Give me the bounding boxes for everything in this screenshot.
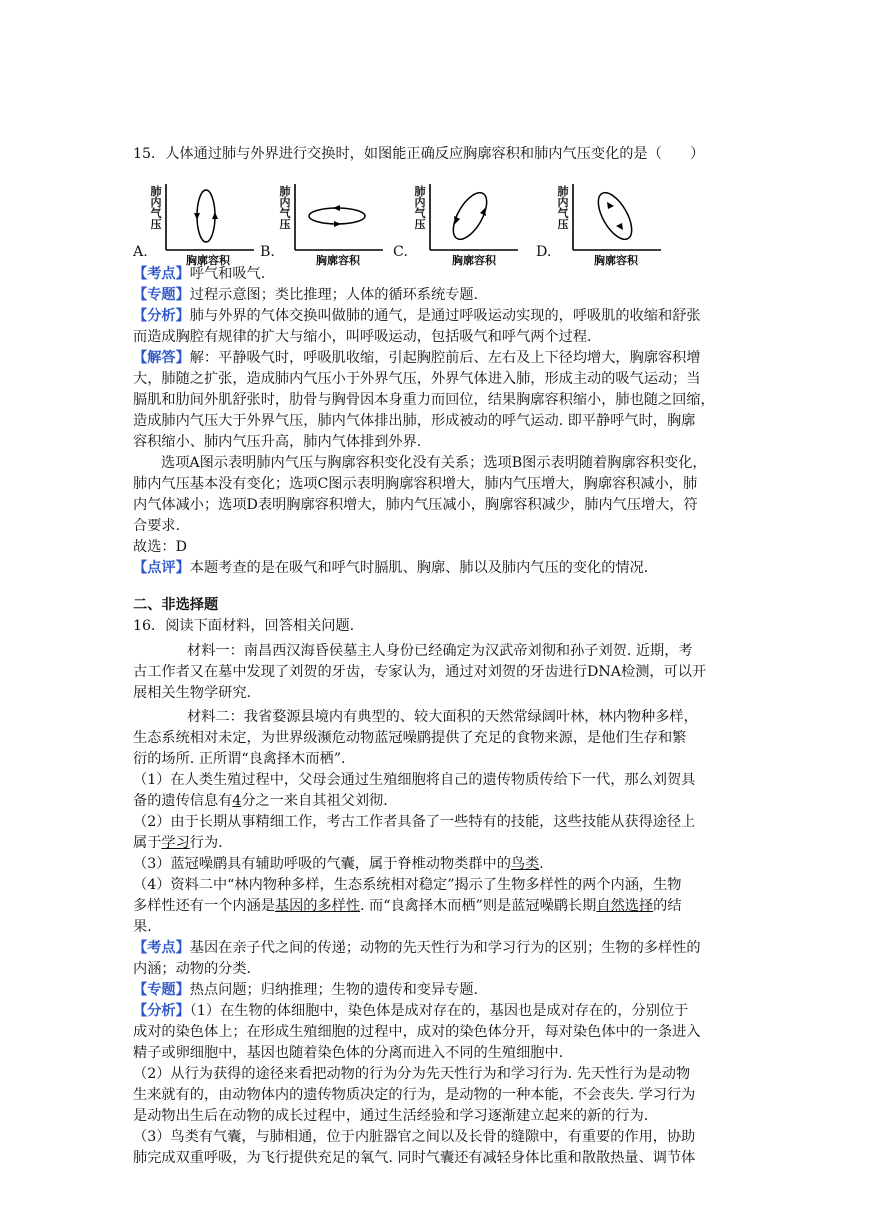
kaodian-text-1: 基因在亲子代之间的传递；动物的先天性行为和学习行为的区别；生物的多样性的	[189, 940, 701, 956]
zhuanti-text: 热点问题；归纳推理；生物的遗传和变异专题.	[189, 982, 479, 998]
fenxi-text-4: （2）从行为获得的途径来看把动物的行为分为先天性行为和学习行为. 先天性行为是动物	[133, 1066, 691, 1082]
answer-blank-5: 自然选择	[596, 898, 654, 914]
q15-fenxi-line	[133, 306, 743, 327]
option-c-label: C.	[393, 244, 408, 260]
kaodian-tag: 【考点】	[133, 266, 190, 282]
fenxi-text-8: 肺完成双重呼吸，为飞行提供充足的氧气. 同时气囊还有减轻身体比重和散散热量、调节体	[133, 1150, 696, 1166]
q16-fenxi-line	[133, 1001, 743, 1022]
jieda-tag: 【解答】	[133, 350, 190, 366]
option-b-label: B.	[260, 244, 275, 260]
answer-line: 故选：D	[133, 539, 187, 555]
text-span: . 而“良禽择木而栖”则是蓝冠噪鹛长期	[360, 898, 597, 914]
fenxi-text-2: 而造成胸腔有规律的扩大与缩小，叫呼吸运动，包括吸气和呼气两个过程.	[133, 329, 592, 345]
answer-blank-1: 4	[232, 793, 242, 809]
fenxi-text-7: （3）鸟类有气囊，与肺相通，位于内脏器官之间以及长骨的缝隙中，有重要的作用，协助	[133, 1129, 696, 1145]
q16-part4-line2	[133, 896, 743, 917]
material2-line3: 衍的场所. 正所谓“良禽择木而栖”.	[133, 751, 346, 767]
option-a-xlabel: 胸廓容积	[186, 254, 230, 267]
text-span: 多样性还有一个内涵是	[133, 898, 275, 914]
zhuanti-tag: 【专题】	[133, 287, 190, 303]
fenxi-text-6: 是动物出生后在动物的成长过程中，通过生活经验和学习逐渐建立起来的新的行为.	[133, 1108, 649, 1124]
material1-line1: 材料一：南昌西汉海昏侯墓主人身份已经确定为汉武帝刘彻和孙子刘贺. 近期，考	[187, 643, 693, 659]
q16-stem: 16．阅读下面材料，回答相关问题.	[133, 618, 355, 634]
jieda-text-5: 容积缩小、肺内气压升高，肺内气体排到外界.	[133, 434, 422, 450]
fenxi-text-1: 肺与外界的气体交换叫做肺的通气，是通过呼吸运动实现的，呼吸肌的收缩和舒张	[189, 308, 701, 324]
q16-kaodian-line	[133, 938, 743, 959]
jieda-text-3: 膈肌和肋间外肌舒张时，肋骨与胸骨因本身重力而回位，结果胸廓容积缩小，肺也随之回缩，	[133, 392, 715, 408]
text-span: .	[539, 856, 544, 872]
zhuanti-text: 过程示意图；类比推理；人体的循环系统专题.	[189, 287, 479, 303]
q15-dianping-line	[133, 558, 743, 579]
q16-part1-line2	[133, 791, 743, 812]
option-a-label: A.	[133, 244, 148, 260]
jieda-text-8: 内气体减小；选项D表明胸廓容积增大，肺内气压减小，胸廓容积减少，肺内气压增大，符	[133, 497, 698, 513]
q15-stem: 15．人体通过肺与外界进行交换时，如图能正确反应胸廓容积和肺内气压变化的是（ ）	[133, 146, 705, 162]
q16-part3-line	[133, 854, 743, 875]
dianping-tag: 【点评】	[133, 560, 190, 576]
fenxi-text-3: 精子或卵细胞中，基因也随着染色体的分离而进入不同的生殖细胞中.	[133, 1045, 564, 1061]
option-c-graph	[410, 180, 522, 258]
q16-zhuanti-line	[133, 980, 743, 1001]
q16-part1-line1: （1）在人类生殖过程中，父母会通过生殖细胞将自己的遗传物质传给下一代，那么刘贺具	[133, 772, 696, 788]
option-b-ylabel: 肺内气压	[279, 185, 291, 231]
text-span: 属于	[133, 835, 162, 851]
text-span: 分之一来自其祖父刘彻.	[241, 793, 388, 809]
jieda-text-4: 造成肺内气压大于外界气压，肺内气体排出肺，形成被动的呼气运动. 即平静呼气时，胸廓	[133, 413, 696, 429]
q15-jieda-line	[133, 348, 743, 369]
material1-line3: 展相关生物学研究.	[133, 685, 252, 701]
text-span: 备的遗传信息有	[133, 793, 233, 809]
q16-part2-line1: （2）由于长期从事精细工作，考古工作者具备了一些特有的技能，这些技能从获得途径上	[133, 814, 696, 830]
jieda-text-2: 大，肺随之扩张，造成肺内气压小于外界气压，外界气体进入肺，形成主动的吸气运动；当	[133, 371, 701, 387]
fenxi-text-2: 成对的染色体上；在形成生殖细胞的过程中，成对的染色体分开，每对染色体中的一条进入	[133, 1024, 701, 1040]
section-title: 二、非选择题	[133, 597, 219, 613]
text-span: （3）蓝冠噪鹛具有辅助呼吸的气囊，属于脊椎动物类群中的	[133, 856, 511, 872]
q16-part4-line3: 果.	[133, 919, 152, 935]
option-c-ylabel: 肺内气压	[414, 185, 426, 231]
text-span: 的结	[653, 898, 682, 914]
jieda-text-7: 肺内气压基本没有变化；选项C图示表明胸廓容积增大，肺内气压增大，胸廓容积减小，肺	[133, 476, 698, 492]
kaodian-text-2: 内涵；动物的分类.	[133, 961, 252, 977]
q16-part2-line2	[133, 833, 743, 854]
fenxi-text-1: （1）在生物的体细胞中，染色体是成对存在的，基因也是成对存在的，分别位于	[189, 1003, 689, 1019]
fenxi-text-5: 生来就有的，由动物体内的遗传物质决定的行为，是动物的一种本能，不会丧失. 学习行为	[133, 1087, 696, 1103]
option-a-ylabel: 肺内气压	[150, 185, 162, 231]
answer-blank-4: 基因的多样性	[274, 898, 361, 914]
zhuanti-tag: 【专题】	[133, 982, 190, 998]
fenxi-tag: 【分析】	[133, 308, 190, 324]
option-c-xlabel: 胸廓容积	[452, 254, 496, 267]
option-d-ylabel: 肺内气压	[557, 185, 569, 231]
fenxi-tag: 【分析】	[133, 1003, 190, 1019]
kaodian-text: 呼气和吸气.	[189, 266, 266, 282]
option-d-xlabel: 胸廓容积	[594, 254, 638, 267]
option-b-xlabel: 胸廓容积	[316, 254, 360, 267]
dianping-text: 本题考查的是在吸气和呼气时膈肌、胸廓、肺以及肺内气压的变化的情况.	[189, 560, 649, 576]
answer-blank-2: 学习	[161, 835, 190, 851]
text-span: 行为.	[189, 835, 223, 851]
jieda-text-6: 选项A图示表明肺内气压与胸廓容积变化没有关系；选项B图示表明随着胸廓容积变化，	[161, 455, 707, 471]
jieda-text-1: 解：平静吸气时，呼吸肌收缩，引起胸腔前后、左右及上下径均增大，胸廓容积增	[189, 350, 701, 366]
material2-line1: 材料二：我省婺源县境内有典型的、较大面积的天然常绿阔叶林，林内物种多样，	[187, 709, 698, 725]
jieda-text-9: 合要求.	[133, 518, 181, 534]
q15-kaodian-line	[133, 264, 743, 285]
option-a-graph	[146, 180, 258, 258]
option-b-graph	[275, 180, 387, 258]
answer-blank-3: 鸟类	[510, 856, 540, 872]
q15-zhuanti-line	[133, 285, 743, 306]
material2-line2: 生态系统相对未定，为世界级濒危动物蓝冠噪鹛提供了充足的食物来源，是他们生存和繁	[133, 730, 687, 746]
kaodian-tag: 【考点】	[133, 940, 190, 956]
q16-part4-line1: （4）资料二中“林内物种多样，生态系统相对稳定”揭示了生物多样性的两个内涵，生物	[133, 877, 682, 893]
option-d-graph	[553, 180, 665, 258]
material1-line2: 古工作者又在墓中发现了刘贺的牙齿，专家认为，通过对刘贺的牙齿进行DNA检测，可以开	[133, 664, 707, 680]
option-d-label: D.	[536, 244, 552, 260]
